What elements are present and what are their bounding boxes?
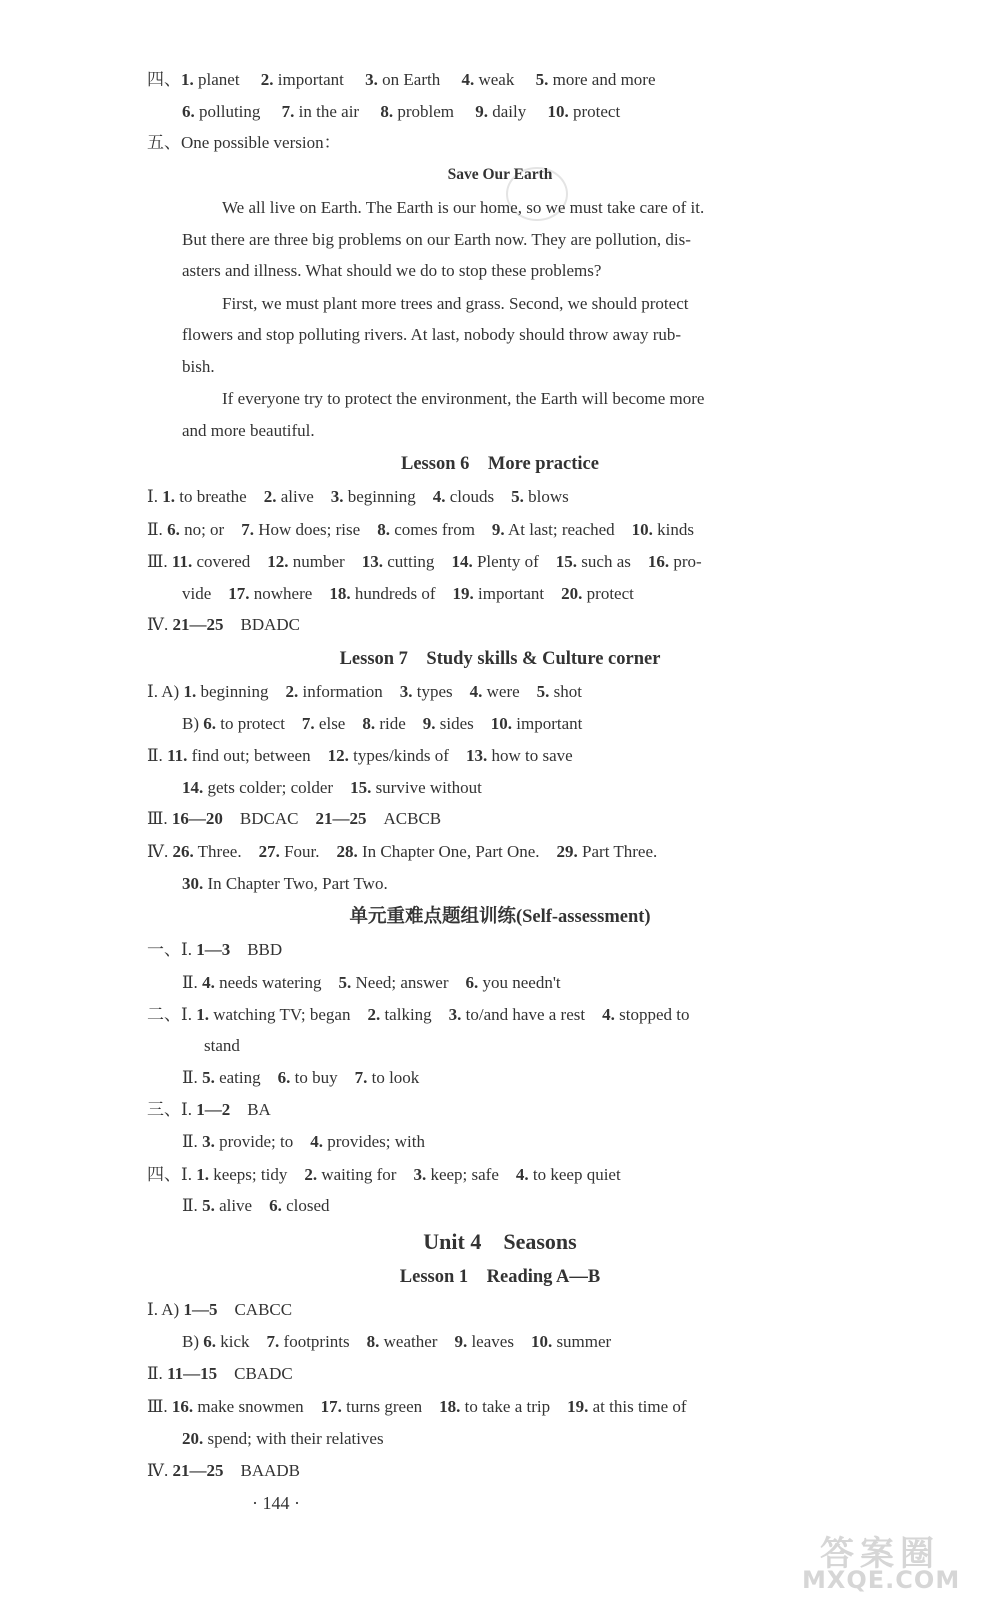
question-number: 16.: [647, 552, 670, 571]
unit-heading: [0, 1229, 1000, 1255]
answer-text: Ⅰ. A): [147, 682, 184, 701]
answer-line: [147, 1299, 292, 1321]
answer-text: ACBCB: [366, 809, 442, 828]
answer-text: Ⅱ.: [182, 973, 203, 992]
answer-text: ride: [375, 714, 423, 733]
question-number: Unit 4 Seasons: [423, 1229, 577, 1254]
answer-text: more and more: [548, 70, 656, 89]
answer-text: bish.: [182, 357, 215, 376]
answer-text: Ⅱ.: [147, 520, 168, 539]
answer-text: If everyone try to protect the environment, the Earth will become more: [222, 389, 705, 408]
question-number: 16.: [171, 1397, 194, 1416]
lesson-heading: [0, 1266, 1000, 1288]
answer-line: [182, 713, 582, 735]
answer-text: hundreds of: [350, 584, 453, 603]
answer-text: 四、Ⅰ.: [147, 1165, 197, 1184]
answer-text: number: [288, 552, 362, 571]
answer-text: Three.: [193, 842, 259, 861]
answer-text: to take a trip: [460, 1397, 568, 1416]
question-number: 1.: [181, 70, 194, 89]
answer-line: [182, 1428, 384, 1450]
answer-text: provides; with: [322, 1132, 425, 1151]
answer-text: Ⅱ.: [147, 746, 168, 765]
essay-paragraph-line: [182, 420, 315, 442]
answer-line: [147, 1164, 621, 1186]
answer-text: stand: [204, 1036, 240, 1055]
answer-text: and more beautiful.: [182, 421, 315, 440]
answer-text: 五、One possible version：: [147, 133, 341, 152]
answer-line: [182, 1131, 425, 1153]
answer-line: [204, 1035, 240, 1057]
question-number: 6.: [277, 1068, 291, 1087]
answer-text: polluting: [194, 102, 282, 121]
watermark-url: MXQE.COM: [802, 1566, 961, 1594]
question-number: 17.: [228, 584, 250, 603]
question-number: 4.: [432, 487, 446, 506]
answer-text: planet: [193, 70, 261, 89]
answer-text: CBADC: [217, 1364, 293, 1383]
question-number: 3.: [413, 1165, 427, 1184]
answer-text: keep; safe: [426, 1165, 516, 1184]
question-number: 3.: [365, 70, 378, 89]
answer-text: stopped to: [614, 1005, 690, 1024]
watermark-logo: [802, 1526, 982, 1594]
answer-text: to breathe: [174, 487, 264, 506]
answer-text: talking: [380, 1005, 449, 1024]
answer-line: [147, 841, 657, 863]
answer-text: BDADC: [223, 615, 300, 634]
question-number: 8.: [366, 1332, 380, 1351]
answer-text: watching TV; began: [208, 1005, 368, 1024]
answer-line: [182, 1195, 330, 1217]
answer-line: [182, 777, 482, 799]
essay-paragraph-line: [182, 229, 691, 251]
question-number: 15.: [555, 552, 578, 571]
question-number: 6.: [269, 1196, 282, 1215]
answer-text: no; or: [179, 520, 242, 539]
answer-text: on Earth: [377, 70, 462, 89]
answer-text: nowhere: [249, 584, 330, 603]
question-number: 11.: [171, 552, 193, 571]
answer-text: BDCAC: [222, 809, 316, 828]
question-number: 4.: [602, 1005, 615, 1024]
question-number: 6.: [203, 1332, 216, 1351]
answer-text: survive without: [371, 778, 482, 797]
question-number: 10.: [631, 520, 653, 539]
answer-text: In Chapter Two, Part Two.: [203, 874, 388, 893]
section-label: [147, 132, 341, 154]
answer-text: 二、Ⅰ.: [147, 1005, 197, 1024]
question-number: 21—25: [172, 1461, 224, 1480]
answer-text: Part Three.: [577, 842, 658, 861]
question-number: 6.: [203, 714, 216, 733]
answer-text: We all live on Earth. The Earth is our home, so we must take care of it.: [222, 198, 705, 217]
answer-line: [147, 519, 694, 541]
section-heading: [0, 906, 1000, 928]
answer-text: types/kinds of: [348, 746, 466, 765]
question-number: 10.: [530, 1332, 553, 1351]
answer-text: gets colder; colder: [203, 778, 351, 797]
answer-text: important: [273, 70, 366, 89]
answer-line: [147, 808, 441, 830]
answer-text: alive: [276, 487, 331, 506]
answer-text: weak: [474, 70, 536, 89]
answer-text: But there are three big problems on our Earth now. They are pollution, dis-: [182, 230, 691, 249]
question-number: 2.: [263, 487, 277, 506]
answer-text: Ⅲ.: [147, 1397, 172, 1416]
question-number: 9.: [475, 102, 488, 121]
question-number: 5.: [536, 682, 550, 701]
answer-line: [182, 972, 561, 994]
question-number: 3.: [448, 1005, 462, 1024]
answer-text: How does; rise: [253, 520, 378, 539]
answer-line: [147, 745, 573, 767]
question-number: 1.: [162, 487, 175, 506]
answer-text: important: [473, 584, 562, 603]
answer-text: covered: [192, 552, 268, 571]
page-number: [252, 1492, 300, 1514]
answer-text: types: [412, 682, 470, 701]
question-number: 13.: [465, 746, 488, 765]
question-number: 6.: [167, 520, 180, 539]
question-number: Lesson 6 More practice: [401, 454, 599, 474]
question-number: 4.: [202, 973, 215, 992]
answer-text: pro-: [669, 552, 702, 571]
essay-paragraph-line: [182, 356, 215, 378]
question-number: 2.: [367, 1005, 381, 1024]
answer-text: comes from: [389, 520, 492, 539]
answer-text: flowers and stop polluting rivers. At last, nobody should throw away rub-: [182, 325, 682, 344]
answer-text: important: [512, 714, 583, 733]
question-number: 10.: [547, 102, 569, 121]
question-number: 1.: [196, 1005, 209, 1024]
answer-text: alive: [214, 1196, 270, 1215]
answer-line: [147, 551, 702, 573]
essay-paragraph-line: [222, 388, 704, 410]
question-number: 2.: [304, 1165, 318, 1184]
essay-paragraph-line: [222, 293, 688, 315]
question-number: 20.: [561, 584, 583, 603]
answer-text: needs watering: [214, 973, 339, 992]
essay-paragraph-line: [182, 260, 601, 282]
question-number: 7.: [281, 102, 295, 121]
question-number: 16—20: [171, 809, 223, 828]
answer-line: [147, 69, 656, 91]
question-number: 9.: [491, 520, 505, 539]
answer-text: to protect: [216, 714, 302, 733]
essay-paragraph-line: [222, 197, 704, 219]
question-number: 2.: [285, 682, 299, 701]
question-number: Lesson 1 Reading A—B: [399, 1267, 601, 1287]
answer-text: protect: [582, 584, 634, 603]
answer-line: [147, 1004, 689, 1026]
answer-line: [147, 1460, 300, 1482]
answer-text: protect: [568, 102, 621, 121]
answer-text: · 144 ·: [252, 1493, 300, 1513]
answer-text: blows: [523, 487, 569, 506]
question-number: 2.: [260, 70, 274, 89]
answer-text: clouds: [445, 487, 512, 506]
answer-text: to look: [367, 1068, 420, 1087]
answer-line: [147, 939, 282, 961]
answer-line: [147, 486, 569, 508]
question-number: 17.: [320, 1397, 342, 1416]
question-number: 单元重难点题组训练(Self-assessment): [349, 907, 651, 927]
answer-text: Ⅳ.: [147, 842, 173, 861]
question-number: 5.: [338, 973, 352, 992]
answer-text: leaves: [467, 1332, 531, 1351]
question-number: 18.: [439, 1397, 461, 1416]
answer-text: turns green: [341, 1397, 440, 1416]
question-number: 8.: [362, 714, 376, 733]
question-number: 11.: [167, 746, 188, 765]
answer-text: make snowmen: [193, 1397, 321, 1416]
answer-text: Ⅱ.: [147, 1364, 168, 1383]
answer-line: [182, 101, 620, 123]
question-number: 1.: [196, 1165, 209, 1184]
answer-text: footprints: [279, 1332, 367, 1351]
question-number: 5.: [202, 1068, 215, 1087]
answer-text: asters and illness. What should we do to stop these problems?: [182, 261, 602, 280]
question-number: 12.: [267, 552, 289, 571]
answer-text: problem: [393, 102, 476, 121]
question-number: 15.: [350, 778, 372, 797]
question-number: 5.: [511, 487, 524, 506]
answer-text: sides: [435, 714, 491, 733]
lesson-heading: [0, 453, 1000, 475]
answer-text: daily: [487, 102, 548, 121]
question-number: 12.: [327, 746, 349, 765]
answer-text: B): [182, 1332, 204, 1351]
answer-text: Need; answer: [351, 973, 466, 992]
answer-text: shot: [549, 682, 582, 701]
answer-text: how to save: [487, 746, 573, 765]
answer-text: weather: [379, 1332, 455, 1351]
answer-text: BBD: [230, 940, 283, 959]
answer-line: [182, 873, 388, 895]
answer-line: [147, 1099, 271, 1121]
question-number: 7.: [266, 1332, 280, 1351]
answer-line: [182, 1067, 419, 1089]
answer-text: At last; reached: [504, 520, 632, 539]
question-number: 20.: [182, 1429, 204, 1448]
answer-line: [147, 614, 300, 636]
question-number: 26.: [172, 842, 194, 861]
question-number: 6.: [465, 973, 479, 992]
question-number: 14.: [182, 778, 204, 797]
answer-text: Ⅰ.: [147, 487, 163, 506]
answer-text: Ⅱ.: [182, 1196, 203, 1215]
answer-text: BAADB: [223, 1461, 300, 1480]
answer-line: [182, 583, 634, 605]
answer-text: cutting: [382, 552, 452, 571]
question-number: 30.: [182, 874, 204, 893]
answer-line: [147, 1363, 293, 1385]
answer-text: kick: [216, 1332, 267, 1351]
answer-text: information: [298, 682, 400, 701]
answer-text: 一、Ⅰ.: [147, 940, 197, 959]
question-number: 7.: [301, 714, 315, 733]
question-number: 18.: [329, 584, 351, 603]
answer-text: First, we must plant more trees and grass. Second, we should protect: [222, 294, 689, 313]
answer-text: BA: [230, 1100, 271, 1119]
answer-text: Ⅲ.: [147, 552, 172, 571]
question-number: 11—15: [167, 1364, 218, 1383]
answer-text: such as: [577, 552, 648, 571]
answer-text: find out; between: [187, 746, 328, 765]
answer-text: summer: [552, 1332, 612, 1351]
question-number: 5.: [535, 70, 549, 89]
answer-text: keeps; tidy: [208, 1165, 305, 1184]
question-number: 19.: [452, 584, 474, 603]
answer-text: eating: [214, 1068, 278, 1087]
question-number: 4.: [461, 70, 475, 89]
question-number: 4.: [310, 1132, 323, 1151]
answer-text: Ⅱ.: [182, 1068, 203, 1087]
question-number: 27.: [258, 842, 280, 861]
question-number: 10.: [490, 714, 513, 733]
answer-text: to buy: [290, 1068, 355, 1087]
answer-text: were: [482, 682, 537, 701]
question-number: 1—3: [196, 940, 231, 959]
question-number: 21—25: [315, 809, 367, 828]
question-number: 1—5: [183, 1300, 218, 1319]
question-number: 13.: [361, 552, 383, 571]
answer-text: waiting for: [317, 1165, 414, 1184]
answer-text: 三、Ⅰ.: [147, 1100, 197, 1119]
answer-text: vide: [182, 584, 229, 603]
lesson-heading: [0, 648, 1000, 670]
question-number: 7.: [354, 1068, 368, 1087]
question-number: 5.: [202, 1196, 215, 1215]
question-number: 7.: [241, 520, 254, 539]
question-number: 1.: [183, 682, 197, 701]
answer-line: [147, 1396, 687, 1418]
answer-line: [182, 1331, 611, 1353]
question-number: Lesson 7 Study skills & Culture corner: [339, 649, 661, 669]
answer-text: beginning: [343, 487, 433, 506]
question-number: 3.: [399, 682, 413, 701]
answer-text: closed: [281, 1196, 330, 1215]
question-number: 14.: [451, 552, 473, 571]
question-number: 9.: [422, 714, 436, 733]
answer-text: Ⅳ.: [147, 615, 173, 634]
answer-text: Plenty of: [472, 552, 556, 571]
answer-text: in the air: [294, 102, 381, 121]
question-number: 3.: [330, 487, 344, 506]
essay-paragraph-line: [182, 324, 681, 346]
answer-text: beginning: [196, 682, 286, 701]
answer-text: you needn't: [478, 973, 561, 992]
answer-text: to/and have a rest: [461, 1005, 603, 1024]
question-number: 6.: [182, 102, 195, 121]
question-number: 19.: [567, 1397, 589, 1416]
question-number: 4.: [469, 682, 483, 701]
answer-text: B): [182, 714, 204, 733]
question-number: 21—25: [172, 615, 224, 634]
answer-text: 四、: [147, 70, 181, 89]
answer-text: Ⅲ.: [147, 809, 172, 828]
question-number: 28.: [336, 842, 358, 861]
question-number: 4.: [515, 1165, 529, 1184]
question-number: 9.: [454, 1332, 468, 1351]
question-number: 8.: [377, 520, 390, 539]
answer-text: else: [314, 714, 363, 733]
essay-title: [0, 164, 1000, 186]
answer-line: [147, 681, 582, 703]
answer-text: CABCC: [217, 1300, 293, 1319]
answer-text: Ⅳ.: [147, 1461, 173, 1480]
answer-text: In Chapter One, Part One.: [357, 842, 557, 861]
answer-text: spend; with their relatives: [203, 1429, 384, 1448]
answer-text: Ⅱ.: [182, 1132, 203, 1151]
question-number: 3.: [202, 1132, 215, 1151]
question-number: 29.: [556, 842, 578, 861]
question-number: Save Our Earth: [447, 166, 553, 183]
question-number: 1—2: [196, 1100, 231, 1119]
answer-text: Ⅰ. A): [147, 1300, 184, 1319]
answer-text: to keep quiet: [528, 1165, 621, 1184]
answer-text: at this time of: [588, 1397, 687, 1416]
answer-text: provide; to: [214, 1132, 311, 1151]
answer-text: kinds: [652, 520, 695, 539]
question-number: 8.: [380, 102, 394, 121]
answer-text: Four.: [279, 842, 337, 861]
watermark-text: 答案圈: [820, 1534, 940, 1574]
